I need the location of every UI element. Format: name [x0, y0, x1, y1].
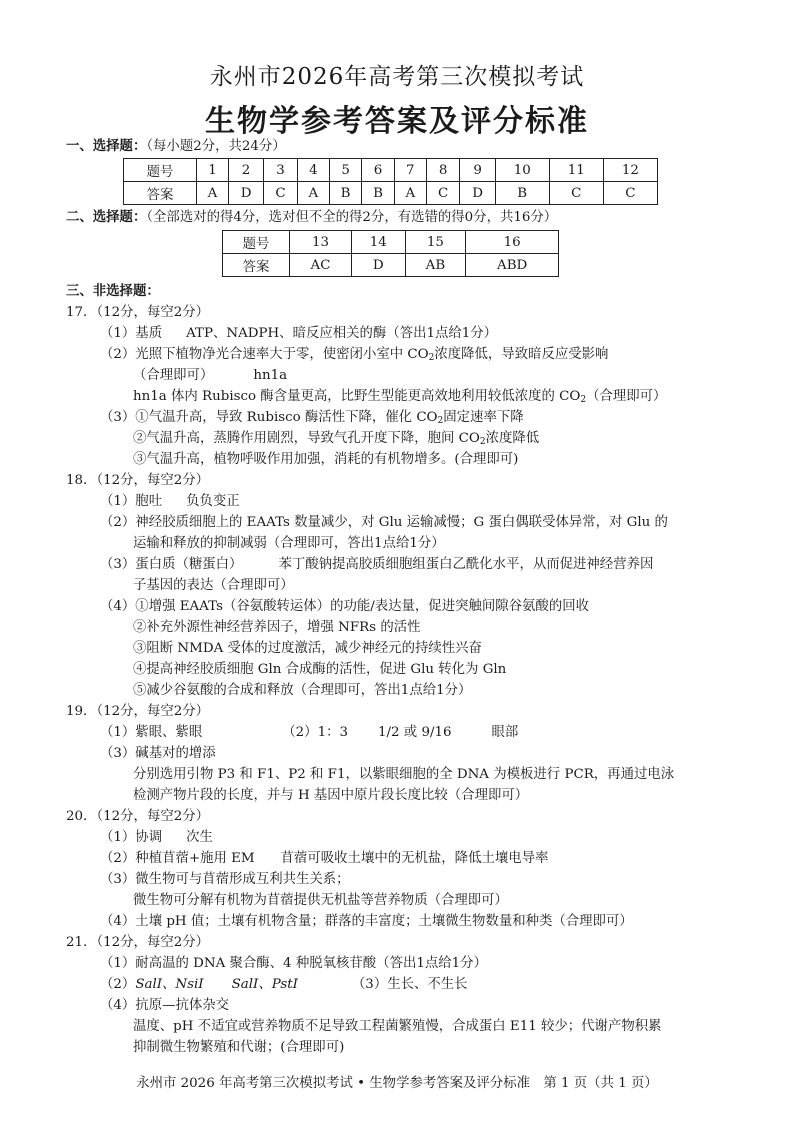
answer-cell: AC — [290, 254, 352, 277]
q17-answer: 固定速率下降 — [443, 410, 524, 425]
q17-answer: （合理即可） — [586, 389, 667, 404]
question-number-cell: 6 — [362, 159, 394, 182]
q20-answer: （2）种植苜蓿+施用 EM — [100, 851, 255, 866]
q17-answer: （1）基质 — [100, 326, 163, 341]
answer-cell: C — [264, 182, 298, 205]
q19-answer: 1/2 或 9/16 — [378, 725, 452, 740]
question-number-cell: 13 — [290, 231, 352, 254]
q18-line: （2）神经胶质细胞上的 EAATs 数量减少，对 Glu 运输减慢；G 蛋白偶联受体异常，对 Glu 的 — [100, 515, 668, 530]
question-number-cell: 2 — [228, 159, 263, 182]
section2-heading: 二、选择题： — [66, 209, 147, 225]
section2-answer-table — [222, 230, 559, 277]
q18-line: 运输和释放的抑制减弱（合理即可，答出1点给1分） — [133, 536, 445, 551]
answer-cell: C — [549, 182, 603, 205]
question-number-cell: 10 — [495, 159, 549, 182]
q20-answer: （1）协调 — [100, 830, 163, 845]
document-title: 生物学参考答案及评分标准 — [205, 104, 589, 139]
q21-line: 抑制微生物繁殖和代谢；(合理即可) — [133, 1040, 345, 1055]
q18-answer: 苯丁酸钠提高胶质细胞组蛋白乙酰化水平，从而促进神经营养因 — [278, 557, 654, 572]
q18-line: ③阻断 NMDA 受体的过度激活，减少神经元的持续性兴奋 — [133, 641, 482, 656]
q19-line — [100, 723, 518, 743]
question-number-cell: 5 — [329, 159, 361, 182]
subscript: 2 — [437, 416, 444, 426]
question-number-cell: 8 — [426, 159, 460, 182]
q18-answer: 负负变正 — [186, 494, 240, 509]
q17-answer: ATP、NADPH、暗反应相关的酶（答出1点给1分） — [186, 326, 498, 341]
q17-answer: （2）光照下植物净光合速率大于零，使密闭小室中 CO — [100, 347, 429, 362]
row-label: 答案 — [124, 182, 197, 205]
section1-heading: 一、选择题： — [66, 138, 147, 154]
q18-line: ②补充外源性神经营养因子，增强 NFRs 的活性 — [133, 620, 421, 635]
answer-cell: C — [426, 182, 460, 205]
section1-note: （每小题2分，共24分） — [146, 139, 286, 154]
q19-header: 19．（12分，每空2分） — [66, 704, 210, 719]
q18-line — [100, 555, 653, 575]
question-number-cell: 11 — [549, 159, 603, 182]
q21-answer: SalⅠ、NsiⅠ — [135, 977, 204, 992]
q18-header: 18．（12分，每空2分） — [66, 473, 210, 488]
table-row-numbers — [223, 231, 559, 254]
question-number-cell: 1 — [197, 159, 229, 182]
q20-line — [100, 849, 548, 869]
table-row-answers — [124, 182, 658, 205]
q21-line: （4）抗原—抗体杂交 — [100, 998, 230, 1013]
question-number-cell: 16 — [466, 231, 559, 254]
answer-cell: B — [362, 182, 394, 205]
q19-answer: （2）1：3 — [282, 725, 348, 740]
q17-answer: ②气温升高，蒸腾作用剧烈，导致气孔开度下降，胞间 CO — [133, 431, 480, 446]
answer-cell: A — [297, 182, 329, 205]
section3-heading: 三、非选择题： — [66, 283, 160, 299]
q20-line — [100, 828, 213, 848]
table-row-answers — [223, 254, 559, 277]
q17-answer: hn1a — [253, 368, 288, 383]
q18-answer: （1）胞吐 — [100, 494, 163, 509]
q19-answer: 眼部 — [491, 725, 519, 740]
answer-cell: C — [603, 182, 657, 205]
row-label: 题号 — [223, 231, 290, 254]
answer-cell: D — [352, 254, 406, 277]
question-number-cell: 12 — [603, 159, 657, 182]
q17-answer: （3）①气温升高，导致 Rubisco 酶活性下降，催化 CO — [100, 410, 438, 425]
question-number-cell: 9 — [460, 159, 495, 182]
answer-cell: D — [460, 182, 495, 205]
table-row-numbers — [124, 159, 658, 182]
subscript: 2 — [428, 353, 435, 363]
q17-line — [100, 408, 524, 431]
q18-line: ④提高神经胶质细胞 Gln 合成酶的活性，促进 Glu 转化为 Gln — [133, 662, 507, 677]
q17-line: ③气温升高，植物呼吸作用加强，消耗的有机物增多。(合理即可) — [133, 452, 519, 467]
q17-answer: 浓度降低 — [485, 431, 540, 446]
q18-answer: （3）蛋白质（糖蛋白） — [100, 557, 243, 572]
q20-line: （3）微生物可与苜蓿形成互利共生关系； — [100, 872, 350, 887]
section2-note: （全部选对的得4分，选对但不全的得2分，有选错的得0分，共16分） — [146, 210, 558, 225]
q19-line: 分别选用引物 P3 和 F1、P2 和 F1，以紫眼细胞的全 DNA 为模板进行 PCR，再通过电泳 — [133, 767, 675, 782]
q20-answer: 次生 — [186, 830, 213, 845]
q18-line: ⑤减少谷氨酸的合成和释放（合理即可，答出1点给1分） — [133, 683, 472, 698]
q20-header: 20．（12分，每空2分） — [66, 809, 210, 824]
question-number-cell: 3 — [264, 159, 298, 182]
q21-answer: （2） — [100, 977, 136, 992]
section1-answer-table — [123, 158, 658, 205]
q17-line — [133, 387, 666, 410]
row-label: 题号 — [124, 159, 197, 182]
q17-answer: （合理即可） — [133, 368, 214, 383]
page-footer: 永州市 2026 年高考第三次模拟考试 • 生物学参考答案及评分标准 第 1 页（共 1 页） — [136, 1076, 658, 1091]
q17-line — [133, 366, 287, 386]
q21-header: 21．（12分，每空2分） — [66, 935, 210, 950]
section1-header — [66, 136, 286, 157]
q17-line — [100, 345, 608, 368]
q18-line — [100, 492, 240, 512]
q18-line: 子基因的表达（合理即可） — [133, 578, 294, 593]
q18-line: （4）①增强 EAATs（谷氨酸转运体）的功能/表达量，促进突触间隙谷氨酸的回收 — [100, 599, 589, 614]
q20-line: （4）土壤 pH 值；土壤有机物含量；群落的丰富度；土壤微生物数量和种类（合理即可） — [100, 914, 633, 929]
q17-header: 17．（12分，每空2分） — [66, 305, 210, 320]
q17-answer: hn1a 体内 Rubisco 酶含量更高，比野生型能更高效地利用较低浓度的 CO — [133, 389, 581, 404]
q19-line: 检测产物片段的长度，并与 H 基因中原片段长度比较（合理即可） — [133, 788, 529, 803]
section2-header — [66, 207, 557, 228]
q20-line: 微生物可分解有机物为苜蓿提供无机盐等营养物质（合理即可） — [133, 893, 508, 908]
q17-line — [100, 324, 497, 344]
q19-line: （3）碱基对的增添 — [100, 746, 216, 761]
row-label: 答案 — [223, 254, 290, 277]
question-number-cell: 7 — [394, 159, 426, 182]
question-number-cell: 15 — [405, 231, 466, 254]
answer-cell: A — [394, 182, 426, 205]
q21-line: 温度、pH 不适宜或营养物质不足导致工程菌繁殖慢，合成蛋白 E11 较少；代谢产物积累 — [133, 1019, 662, 1034]
q21-answer: （3）生长、不生长 — [351, 977, 468, 992]
answer-cell: ABD — [466, 254, 559, 277]
q21-line — [100, 975, 468, 995]
question-number-cell: 4 — [297, 159, 329, 182]
subscript: 2 — [479, 437, 486, 447]
exam-title: 永州市2026年高考第三次模拟考试 — [209, 64, 585, 90]
answer-cell: D — [228, 182, 263, 205]
q17-answer: 浓度降低，导致暗反应受影响 — [434, 347, 609, 362]
answer-cell: AB — [405, 254, 466, 277]
q17-line — [133, 429, 539, 452]
subscript: 2 — [580, 395, 587, 405]
q19-answer: （1）紫眼、紫眼 — [100, 725, 203, 740]
answer-cell: B — [329, 182, 361, 205]
answer-cell: B — [495, 182, 549, 205]
question-number-cell: 14 — [352, 231, 406, 254]
answer-cell: A — [197, 182, 229, 205]
q21-answer: SalⅠ、PstⅠ — [231, 977, 298, 992]
q21-line: （1）耐高温的 DNA 聚合酶、4 种脱氧核苷酸（答出1点给1分） — [100, 956, 487, 971]
q20-answer: 苜蓿可吸收土壤中的无机盐，降低土壤电导率 — [280, 851, 549, 866]
